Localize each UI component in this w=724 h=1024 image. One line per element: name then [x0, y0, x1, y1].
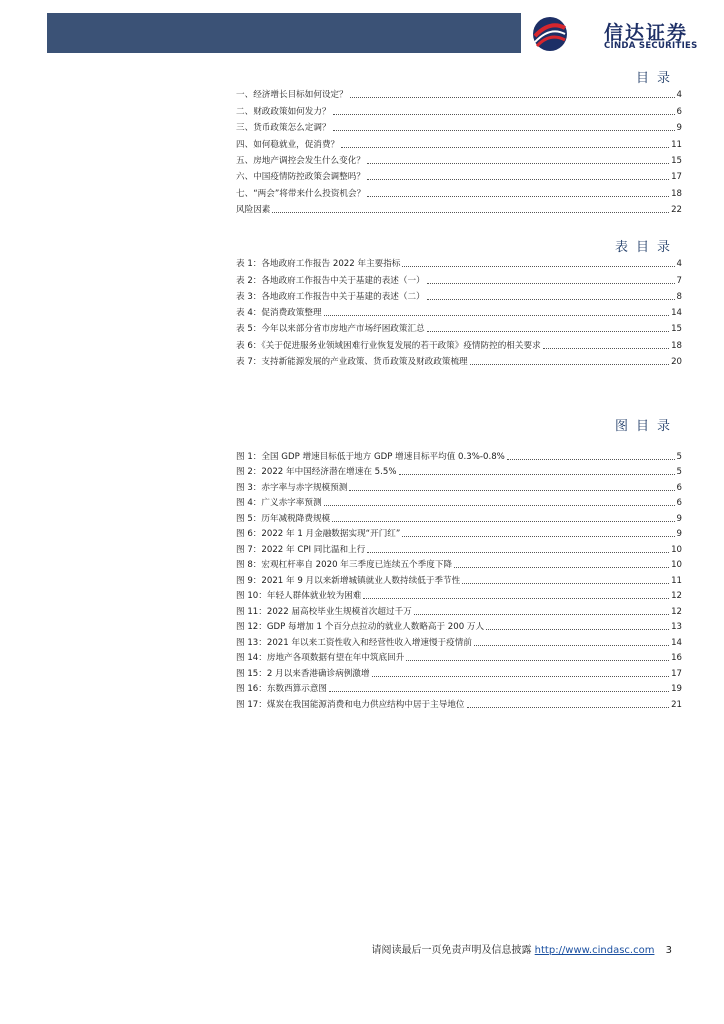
figure-index-entry[interactable]: 图 5：历年减税降费规模 9 — [236, 513, 682, 524]
figure-index-entry[interactable]: 图 14：房地产各项数据有望在年中筑底回升 16 — [236, 653, 682, 663]
figure-index-entry[interactable]: 图 8：宏观杠杆率自 2020 年三季度已连续五个季度下降 10 — [236, 560, 682, 570]
figure-index-entry[interactable]: 图 10：年轻人群体就业较为困难 12 — [236, 591, 682, 601]
figure-index-entry[interactable]: 图 17：煤炭在我国能源消费和电力供应结构中居于主导地位 21 — [236, 699, 682, 710]
figure-index-entry[interactable]: 图 6：2022 年 1 月金融数据实现“开门红” 9 — [236, 529, 682, 539]
figure-index-entry[interactable]: 图 13：2021 年以来工资性收入和经营性收入增速慢于疫情前 14 — [236, 637, 682, 648]
table-index-entry[interactable]: 表 4：促消费政策整理 14 — [236, 308, 682, 319]
disclaimer-text: 请阅读最后一页免责声明及信息披露 — [371, 945, 532, 956]
toc-entry[interactable]: 二、财政政策如何发力？ 6 — [236, 106, 682, 117]
figure-index-title: 图目录 — [614, 419, 678, 434]
figure-index-entry[interactable]: 图 3：赤字率与赤字规模预测 6 — [236, 482, 682, 493]
table-index-entry[interactable]: 表 1：各地政府工作报告 2022 年主要指标 4 — [236, 259, 682, 270]
toc-list — [236, 85, 682, 216]
toc-entry[interactable]: 三、货币政策怎么定调？ 9 — [236, 123, 682, 134]
toc-entry[interactable]: 一、经济增长目标如何设定？ 4 — [236, 90, 682, 101]
toc-entry[interactable]: 四、如何稳就业，促消费？ 11 — [236, 139, 682, 150]
toc-entry[interactable]: 五、房地产调控会发生什么变化？ 15 — [236, 155, 682, 166]
cinda-logo — [532, 14, 712, 54]
figure-index-entry[interactable]: 图 11：2022 届高校毕业生规模首次超过千万 12 — [236, 606, 682, 617]
toc-entry[interactable]: 七、“两会”将带来什么投资机会？ 18 — [236, 188, 682, 199]
table-index-list — [236, 254, 682, 368]
table-index-entry[interactable]: 表 7：支持新能源发展的产业政策、货币政策及财政政策梳理 20 — [236, 357, 682, 368]
website-link[interactable]: http://www.cindasc.com — [534, 945, 655, 956]
page-footer — [371, 941, 672, 956]
figure-index-list — [236, 447, 682, 711]
page-number: 3 — [665, 945, 672, 956]
toc-entry[interactable]: 六、中国疫情防控政策会调整吗？ 17 — [236, 172, 682, 183]
header-banner — [47, 13, 521, 53]
toc-title: 目录 — [635, 71, 678, 86]
figure-index-entry[interactable]: 图 16：东数西算示意图 19 — [236, 684, 682, 694]
logo-text-cn: 信达证券 — [604, 22, 689, 44]
logo-text-en: CINDA SECURITIES — [604, 41, 698, 51]
cinda-logo-icon — [532, 16, 568, 52]
figure-index-entry[interactable]: 图 7：2022 年 CPI 同比温和上行 10 — [236, 544, 682, 555]
table-index-entry[interactable]: 表 5：今年以来部分省市房地产市场纾困政策汇总 15 — [236, 324, 682, 335]
figure-index-entry[interactable]: 图 12：GDP 每增加 1 个百分点拉动的就业人数略高于 200 万人 13 — [236, 622, 682, 632]
table-index-entry[interactable]: 表 2：各地政府工作报告中关于基建的表述（一） 7 — [236, 275, 682, 286]
figure-index-entry[interactable]: 图 1：全国 GDP 增速目标低于地方 GDP 增速目标平均值 0.3%-0.8% 5 — [236, 451, 682, 462]
table-index-title: 表目录 — [614, 240, 678, 255]
table-index-entry[interactable]: 表 3：各地政府工作报告中关于基建的表述（二） 8 — [236, 291, 682, 302]
figure-index-entry[interactable]: 图 15：2 月以来香港确诊病例激增 17 — [236, 668, 682, 679]
figure-index-entry[interactable]: 图 9：2021 年 9 月以来新增城镇就业人数持续低于季节性 11 — [236, 575, 682, 586]
figure-index-entry[interactable]: 图 2：2022 年中国经济潜在增速在 5.5% 5 — [236, 467, 682, 477]
table-index-entry[interactable]: 表 6：《关于促进服务业领域困难行业恢复发展的若干政策》疫情防控的相关要求 18 — [236, 340, 682, 351]
figure-index-entry[interactable]: 图 4：广义赤字率预测 6 — [236, 498, 682, 508]
toc-entry[interactable]: 风险因素 22 — [236, 205, 682, 216]
